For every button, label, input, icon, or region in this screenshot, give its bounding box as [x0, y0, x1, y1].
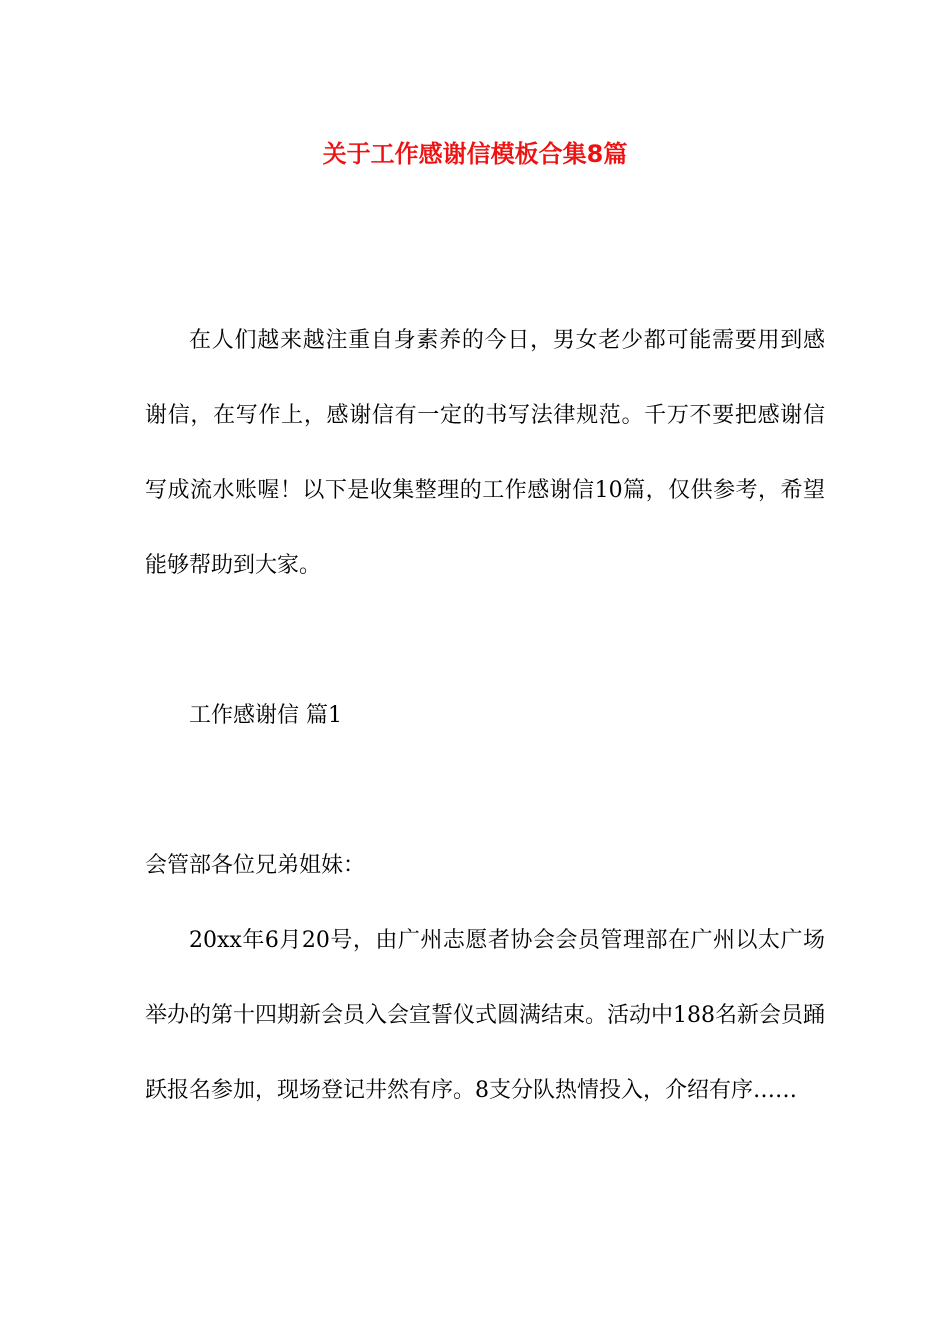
section-heading: 工作感谢信 篇1 — [189, 703, 342, 728]
letter-body-paragraph: 20xx年6月20号，由广州志愿者协会会员管理部在广州以太广场举办的第十四期新会员入会宣誓仪式圆满结束。活动中188名新会员踊跃报名参加，现场登记井然有序。8支分队热情投入，介绍有序…… — [145, 928, 825, 1103]
letter-salutation: 会管部各位兄弟姐妹： — [145, 853, 366, 878]
intro-paragraph: 在人们越来越注重自身素养的今日，男女老少都可能需要用到感谢信，在写作上，感谢信有一定的书写法律规范。千万不要把感谢信写成流水账喔！以下是收集整理的工作感谢信10篇，仅供参考，希望能够帮助到大家。 — [145, 328, 825, 578]
document-title: 关于工作感谢信模板合集8篇 — [322, 140, 628, 168]
